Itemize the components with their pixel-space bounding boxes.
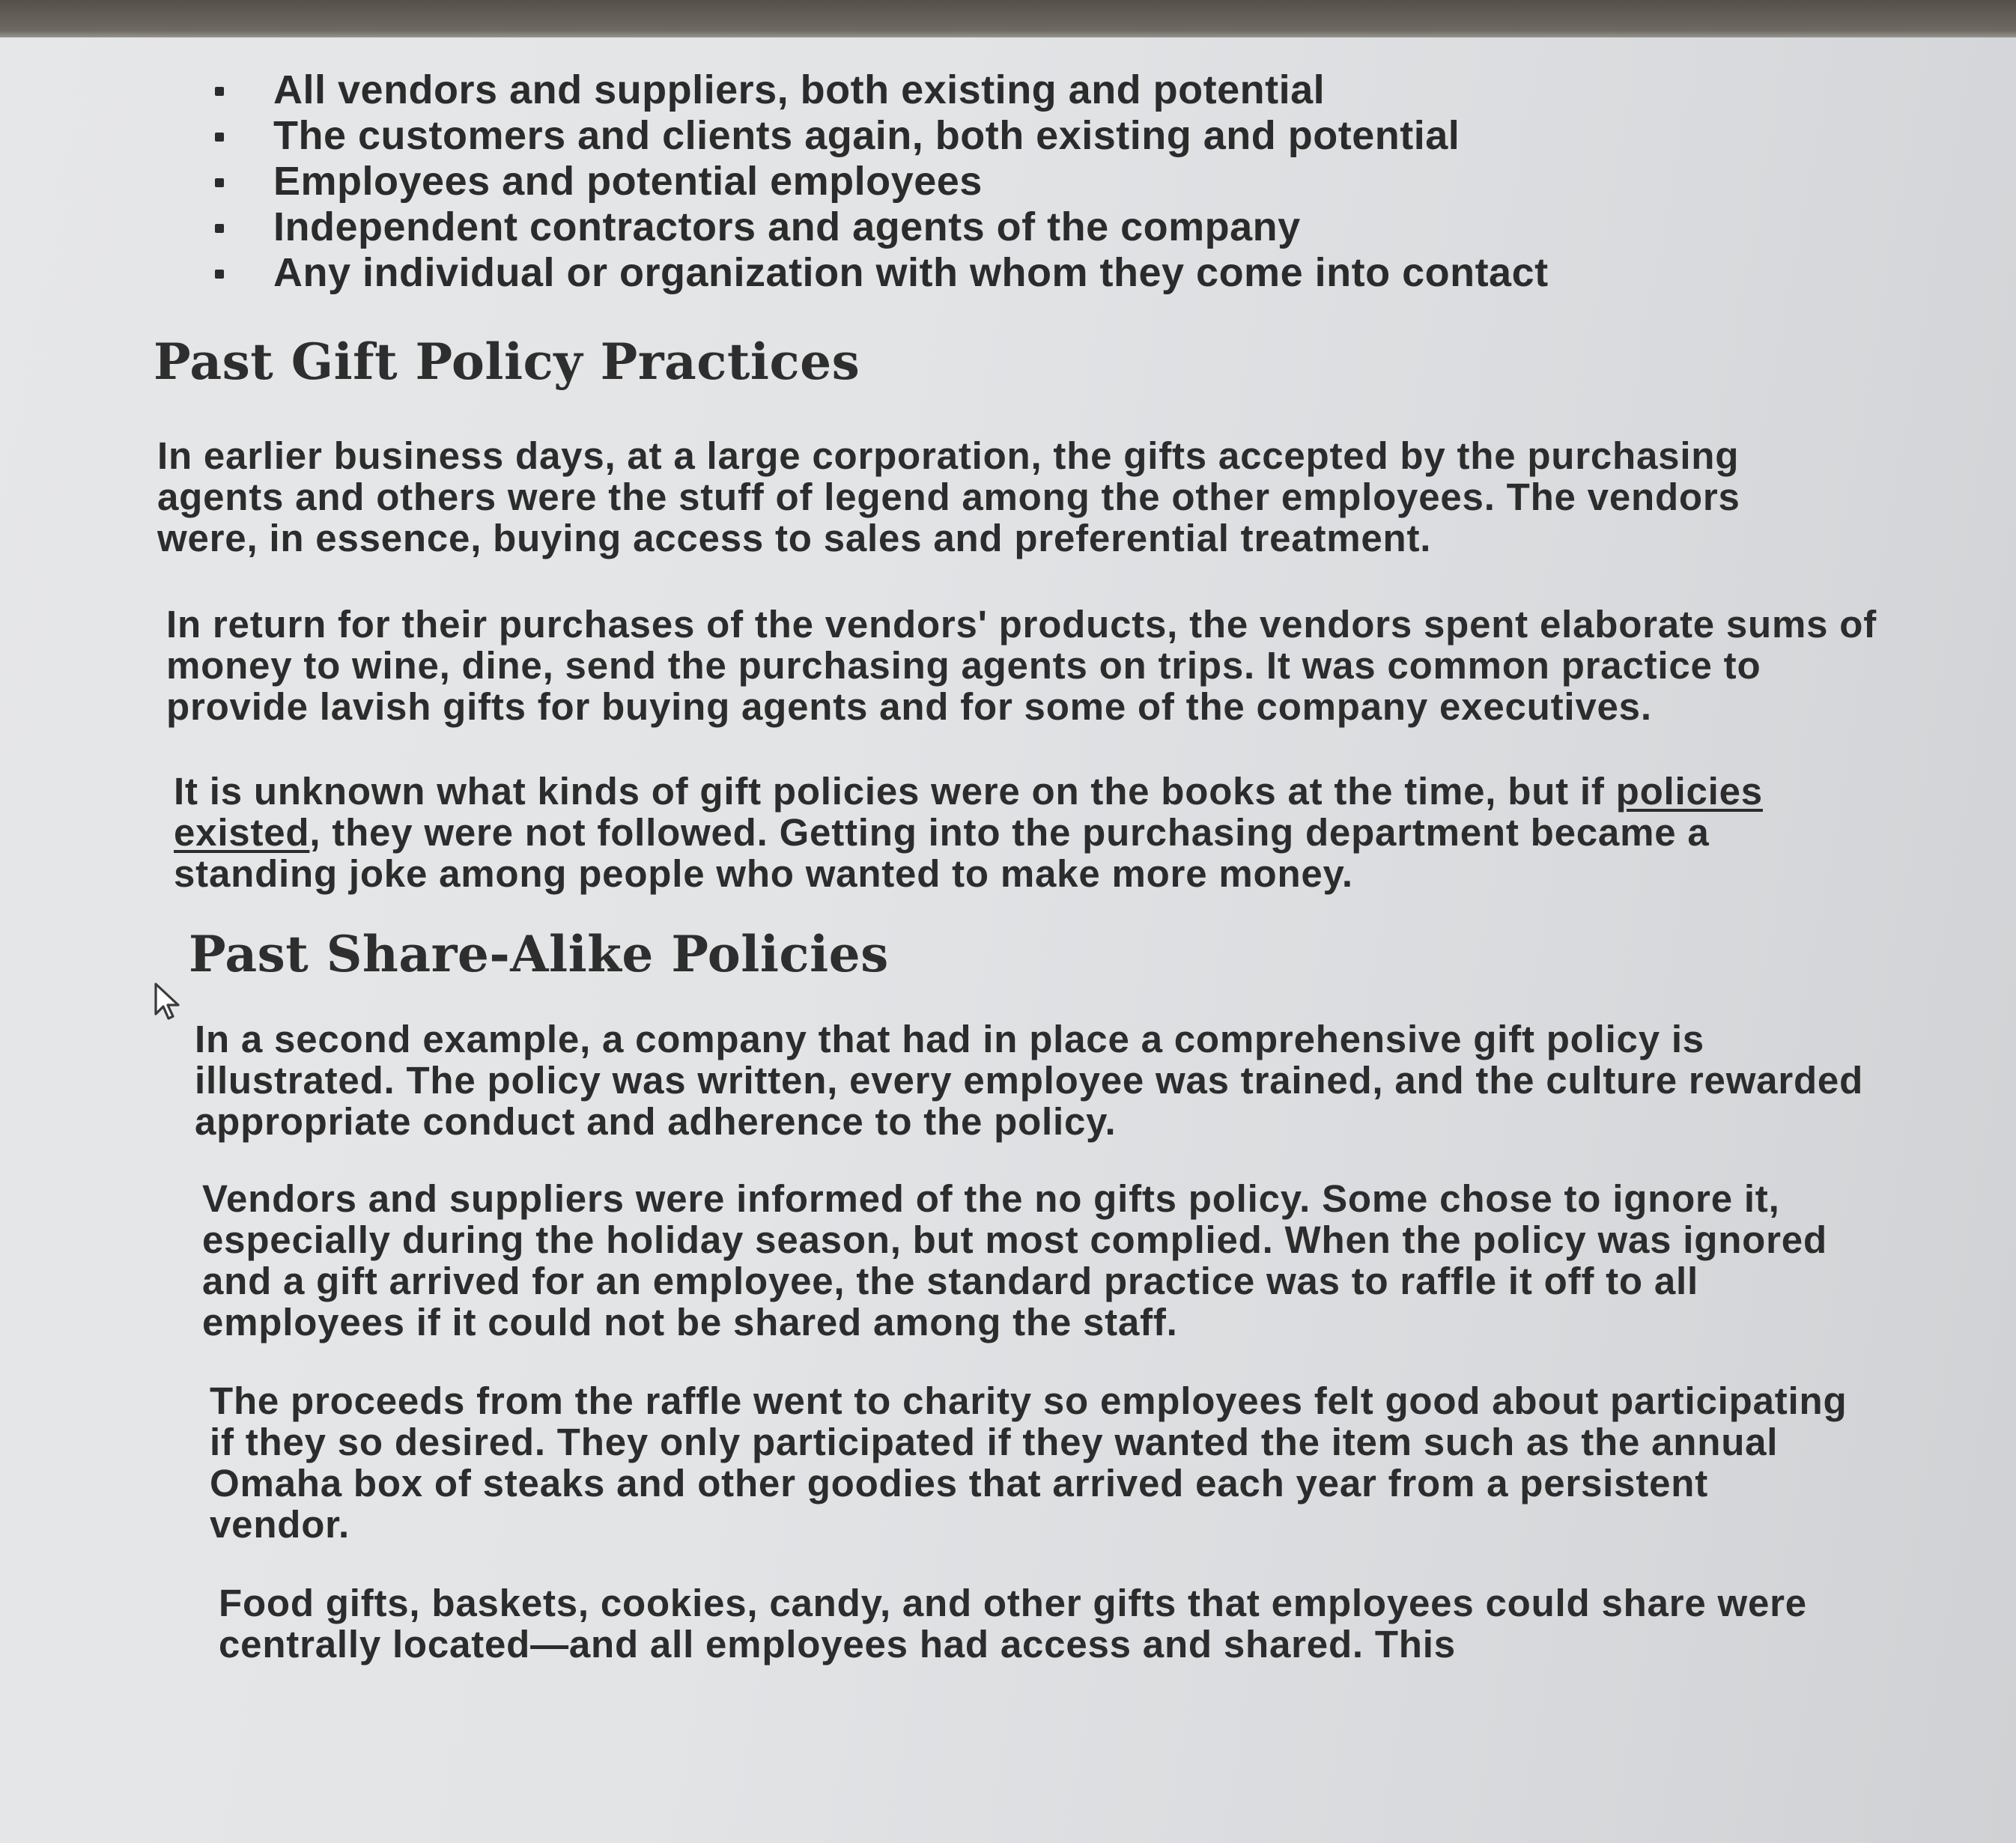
paragraph (174, 771, 1859, 894)
list-item: Any individual or organization with whom they come into contact (273, 250, 1917, 296)
list-item: The customers and clients again, both existing and potential (273, 113, 1917, 159)
policies-existed-link[interactable]: policies existed (174, 770, 1763, 854)
list-item: Employees and potential employees (273, 159, 1917, 204)
section-heading-past-gift-policy: Past Gift Policy Practices (154, 333, 860, 391)
section-heading-past-share-alike: Past Share-Alike Policies (189, 925, 889, 983)
paragraph: Food gifts, baskets, cookies, candy, and other gifts that employees could share were centrally located—and all employees had access and shared. This (219, 1582, 1807, 1666)
paragraph: In return for their purchases of the vendors' products, the vendors spent elaborate sums of money to wine, dine, send the purchasing agents on trips. It was common practice to provide lavish gifts for buying agents and for some of the company executives. (166, 603, 1877, 728)
paragraph: In earlier business days, at a large corporation, the gifts accepted by the purchasing agents and others were the stuff of legend among the other employees. The vendors were, in essence, buying access to sales and preferential treatment. (157, 434, 1740, 559)
list-item: Independent contractors and agents of the company (273, 204, 1917, 250)
paragraph: Vendors and suppliers were informed of the no gifts policy. Some chose to ignore it, especially during the holiday season, but most complied. When the policy was ignored and a gift arrived for an employee, the standard practice was to raffle it off to all employees if it could not be shared among the staff. (202, 1177, 1827, 1343)
document-page (150, 67, 1917, 1665)
paragraph-text: , they were not followed. Getting into the purchasing department became a standing joke among people who wanted to make more money. (174, 811, 1710, 895)
mouse-pointer-icon (153, 983, 183, 1021)
paragraph: In a second example, a company that had in place a comprehensive gift policy is illustrated. The policy was written, every employee was trained, and the culture rewarded appropriate conduct and adherence to the policy. (195, 1018, 1864, 1143)
list-item: All vendors and suppliers, both existing and potential (273, 67, 1917, 113)
document-viewport (0, 37, 2016, 1843)
paragraph: The proceeds from the raffle went to charity so employees felt good about participating if they so desired. They only participated if they wanted the item such as the annual Omaha box of steaks and other goodies that arrived each year from a persistent vendor. (210, 1379, 1848, 1546)
bullet-list (150, 67, 1917, 296)
paragraph-text: It is unknown what kinds of gift policies were on the books at the time, but if (174, 770, 1616, 813)
